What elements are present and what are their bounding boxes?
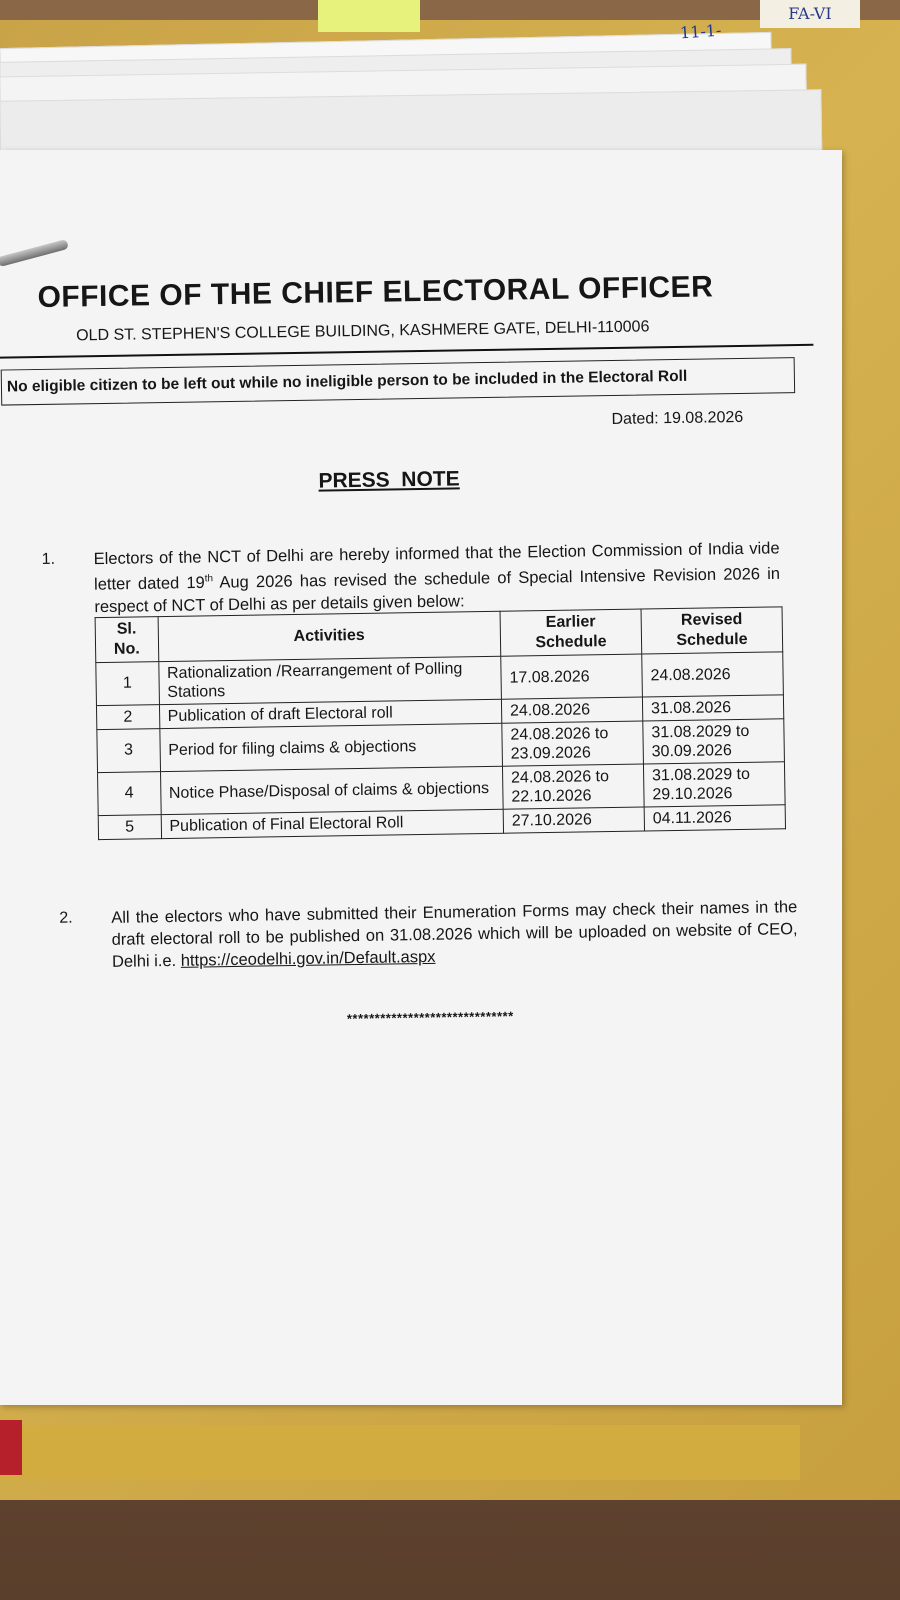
superscript: th (204, 573, 214, 585)
header-activities: Activities (158, 611, 501, 661)
paragraph-2 (111, 896, 798, 973)
cell-sl: 2 (96, 705, 159, 730)
header-rule (0, 344, 813, 359)
date-line: Dated: 19.08.2026 (611, 408, 744, 428)
cell-revised: 31.08.2029 to 30.09.2026 (643, 719, 785, 764)
header-sl-no: Sl. No. (95, 617, 158, 663)
closing-separator: ****************************** (346, 1008, 514, 1027)
cell-earlier: 24.08.2026 (501, 697, 642, 723)
paragraph-2-text: All the electors who have submitted their Enumeration Forms may check their names in the draft electoral roll to be published on 31.08.2026 which will be uploaded on website of CEO, Delhi i.e. (111, 898, 798, 971)
cell-revised: 04.11.2026 (644, 805, 785, 831)
red-tab (0, 1420, 22, 1475)
cell-earlier: 24.08.2026 to 23.09.2026 (502, 721, 644, 766)
cell-earlier: 27.10.2026 (503, 807, 644, 833)
cell-activity: Rationalization /Rearrangement of Polling Stations (158, 656, 501, 704)
handwritten-margin-mark: 11-1- (679, 20, 722, 43)
paragraph-1 (94, 537, 781, 617)
paragraph-1-text-cont: Aug 2026 has revised the schedule of Special Intensive Revision 2026 in respect of NCT of Delhi as per details given below: (94, 564, 781, 616)
cell-sl: 1 (96, 662, 159, 706)
cell-activity: Notice Phase/Disposal of claims & objections (160, 766, 503, 814)
handwritten-corner-label: FA-VI (760, 0, 860, 28)
cell-earlier: 24.08.2026 to 22.10.2026 (502, 764, 644, 809)
paragraph-number: 1. (41, 550, 56, 568)
header-earlier: Earlier Schedule (500, 609, 642, 656)
cell-activity: Period for filing claims & objections (159, 723, 502, 771)
paragraph-number: 2. (59, 909, 73, 927)
folder-bottom-edge (0, 1425, 800, 1480)
page-content (0, 143, 857, 1411)
cell-revised: 31.08.2029 to 29.10.2026 (643, 762, 785, 807)
cell-sl: 3 (97, 729, 160, 773)
header-revised: Revised Schedule (641, 607, 783, 654)
cell-sl: 5 (98, 815, 161, 840)
cell-earlier: 17.08.2026 (501, 654, 643, 699)
press-note-page (0, 150, 842, 1405)
schedule-table (95, 606, 786, 840)
office-address: OLD ST. STEPHEN'S COLLEGE BUILDING, KASHMERE GATE, DELHI-110006 (76, 318, 650, 345)
ceo-website-link[interactable]: https://ceodelhi.gov.in/Default.aspx (180, 947, 436, 970)
office-title: OFFICE OF THE CHIEF ELECTORAL OFFICER (37, 270, 714, 314)
cell-revised: 31.08.2026 (642, 695, 783, 721)
document-title: PRESS NOTE (318, 467, 460, 493)
cell-sl: 4 (98, 772, 161, 816)
cell-revised: 24.08.2026 (642, 652, 784, 697)
paper-clip (0, 239, 69, 267)
cell-activity: Publication of Final Electoral Roll (161, 809, 504, 838)
sticky-note (318, 0, 420, 32)
paragraph-1-text: Electors of the NCT of Delhi are hereby informed that the Election Commission of India vide letter dated 19 (93, 539, 780, 594)
cell-activity: Publication of draft Electoral roll (159, 699, 502, 728)
tagline-box: No eligible citizen to be left out while no ineligible person to be included in the Electoral Roll (1, 357, 795, 405)
